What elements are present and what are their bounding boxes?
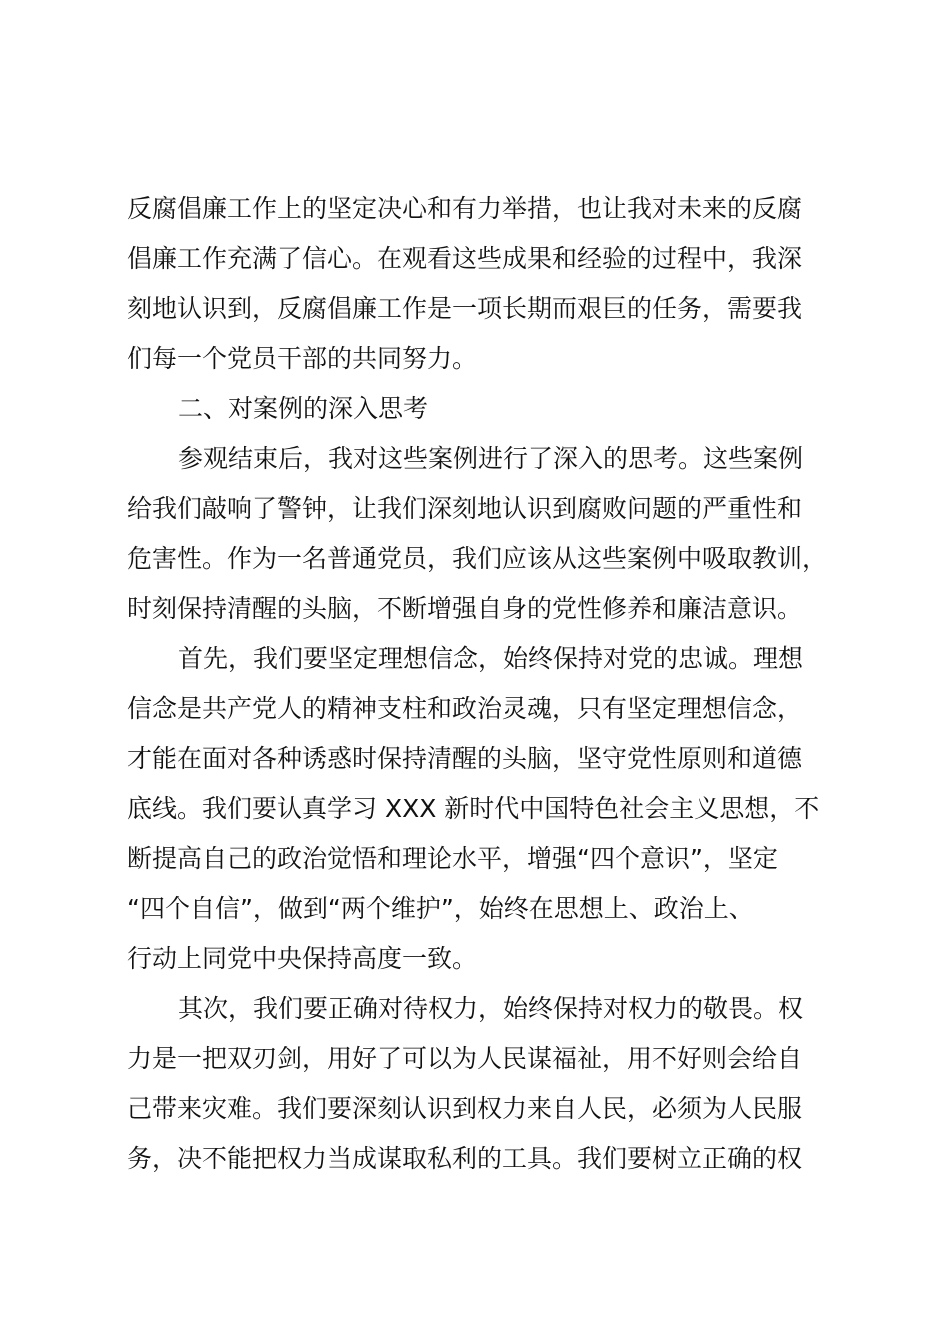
text-line: 们每一个党员干部的共同努力。: [127, 344, 478, 373]
text-line: 危害性。作为一名普通党员，我们应该从这些案例中吸取教训，: [127, 544, 828, 573]
text-line: 其次，我们要正确对待权力，始终保持对权力的敬畏。权: [178, 994, 804, 1023]
text-line: 倡廉工作充满了信心。在观看这些成果和经验的过程中，我深: [127, 244, 803, 273]
text-line: 力是一把双刃剑，用好了可以为人民谋福祉，用不好则会给自: [127, 1044, 803, 1073]
text-line: 务，决不能把权力当成谋取私利的工具。我们要树立正确的权: [127, 1144, 803, 1173]
text-line: 底线。我们要认真学习 XXX 新时代中国特色社会主义思想，不: [127, 794, 820, 823]
text-line: “四个自信”，做到“两个维护”，始终在思想上、政治上、: [127, 894, 754, 923]
heading-text: 二、对案例的深入思考: [178, 394, 429, 423]
text-line: 反腐倡廉工作上的坚定决心和有力举措，也让我对未来的反腐: [127, 194, 803, 223]
text-line: 刻地认识到，反腐倡廉工作是一项长期而艰巨的任务，需要我: [127, 294, 803, 323]
text-line: 时刻保持清醒的头脑，不断增强自身的党性修养和廉洁意识。: [127, 594, 803, 623]
text-line: 信念是共产党人的精神支柱和政治灵魂，只有坚定理想信念，: [127, 694, 803, 723]
paragraph-2: [127, 434, 837, 634]
text-line: 参观结束后，我对这些案例进行了深入的思考。这些案例: [178, 444, 804, 473]
section-heading: [127, 384, 837, 434]
text-line: 己带来灾难。我们要深刻认识到权力来自人民，必须为人民服: [127, 1094, 803, 1123]
text-line: 断提高自己的政治觉悟和理论水平，增强“四个意识”，坚定: [127, 844, 778, 873]
paragraph-4: [127, 984, 837, 1184]
paragraph-3: [127, 634, 837, 984]
paragraph-1: [127, 184, 837, 384]
text-line: 给我们敲响了警钟，让我们深刻地认识到腐败问题的严重性和: [127, 494, 803, 523]
document-body: [127, 184, 837, 1184]
text-line: 行动上同党中央保持高度一致。: [127, 944, 478, 973]
text-line: 才能在面对各种诱惑时保持清醒的头脑，坚守党性原则和道德: [127, 744, 803, 773]
text-line: 首先，我们要坚定理想信念，始终保持对党的忠诚。理想: [178, 644, 804, 673]
